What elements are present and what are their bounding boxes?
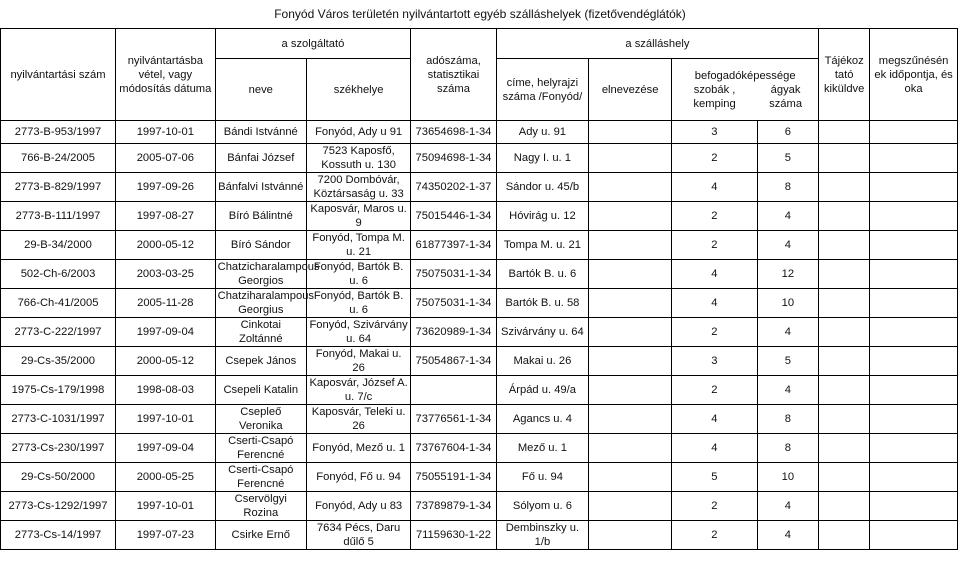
header-megszunes: megszűnésén ek időpontja, és oka — [870, 29, 958, 121]
cell-adoszam: 73776561-1-34 — [411, 405, 496, 434]
cell-nyilv-szam: 2773-C-222/1997 — [1, 318, 116, 347]
cell-datum: 1997-09-04 — [116, 434, 216, 463]
cell-szekhely: Fonyód, Ady u 83 — [306, 492, 410, 521]
cell-szobak: 2 — [672, 492, 757, 521]
cell-szekhely: Fonyód, Ady u 91 — [306, 121, 410, 144]
cell-szobak: 2 — [672, 202, 757, 231]
cell-nyilv-szam: 2773-B-953/1997 — [1, 121, 116, 144]
header-cime: címe, helyrajzi száma /Fonyód/ — [496, 59, 588, 121]
cell-neve: Cservölgyi Rozina — [215, 492, 306, 521]
cell-szekhely: Kaposvár, Maros u. 9 — [306, 202, 410, 231]
cell-cim: Sándor u. 45/b — [496, 173, 588, 202]
cell-elnevezes — [589, 463, 672, 492]
cell-agyak: 8 — [757, 434, 819, 463]
cell-agyak: 4 — [757, 376, 819, 405]
cell-tajekoztato — [819, 463, 870, 492]
cell-nyilv-szam: 29-Cs-50/2000 — [1, 463, 116, 492]
cell-neve: Cinkotai Zoltánné — [215, 318, 306, 347]
cell-tajekoztato — [819, 173, 870, 202]
table-row — [1, 492, 958, 521]
cell-nyilv-szam: 2773-Cs-14/1997 — [1, 521, 116, 550]
cell-tajekoztato — [819, 260, 870, 289]
accommodation-table — [0, 28, 958, 550]
cell-elnevezes — [589, 289, 672, 318]
cell-adoszam: 73767604-1-34 — [411, 434, 496, 463]
cell-neve: Cserti-Csapó Ferencné — [215, 463, 306, 492]
header-neve: neve — [215, 59, 306, 121]
cell-megszunes — [870, 260, 958, 289]
cell-adoszam — [411, 376, 496, 405]
cell-datum: 1997-09-26 — [116, 173, 216, 202]
cell-cim: Agancs u. 4 — [496, 405, 588, 434]
cell-elnevezes — [589, 347, 672, 376]
cell-szekhely: 7200 Dombóvár, Köztársaság u. 33 — [306, 173, 410, 202]
table-row — [1, 376, 958, 405]
cell-datum: 2000-05-25 — [116, 463, 216, 492]
cell-nyilv-szam: 2773-B-111/1997 — [1, 202, 116, 231]
cell-tajekoztato — [819, 289, 870, 318]
cell-elnevezes — [589, 202, 672, 231]
cell-cim: Sólyom u. 6 — [496, 492, 588, 521]
header-befogado-label: befogadóképessége — [694, 69, 796, 82]
cell-elnevezes — [589, 376, 672, 405]
cell-agyak: 4 — [757, 492, 819, 521]
cell-neve: Bíró Sándor — [215, 231, 306, 260]
cell-cim: Dembinszky u. 1/b — [496, 521, 588, 550]
cell-megszunes — [870, 347, 958, 376]
cell-szekhely: Fonyód, Mező u. 1 — [306, 434, 410, 463]
header-szolgaltato: a szolgáltató — [215, 29, 411, 59]
cell-cim: Tompa M. u. 21 — [496, 231, 588, 260]
cell-neve: Csepeli Katalin — [215, 376, 306, 405]
cell-tajekoztato — [819, 144, 870, 173]
cell-adoszam: 73654698-1-34 — [411, 121, 496, 144]
table-row — [1, 289, 958, 318]
cell-nyilv-szam: 766-Ch-41/2005 — [1, 289, 116, 318]
cell-nyilv-szam: 29-Cs-35/2000 — [1, 347, 116, 376]
cell-adoszam: 73620989-1-34 — [411, 318, 496, 347]
cell-datum: 2000-05-12 — [116, 347, 216, 376]
document-title: Fonyód Város területén nyilvántartott egyéb szálláshelyek (fizetővendéglátók) — [274, 7, 686, 21]
cell-adoszam: 75054867-1-34 — [411, 347, 496, 376]
cell-datum: 1997-09-04 — [116, 318, 216, 347]
cell-tajekoztato — [819, 376, 870, 405]
cell-tajekoztato — [819, 434, 870, 463]
cell-agyak: 6 — [757, 121, 819, 144]
cell-cim: Hóvirág u. 12 — [496, 202, 588, 231]
header-nyilv-datum: nyilvántartásba vétel, vagy módosítás dátuma — [116, 29, 216, 121]
cell-neve: Csirke Ernő — [215, 521, 306, 550]
cell-megszunes — [870, 121, 958, 144]
header-befogado-subcols — [674, 83, 816, 111]
cell-datum: 1997-07-23 — [116, 521, 216, 550]
cell-elnevezes — [589, 144, 672, 173]
table-row — [1, 144, 958, 173]
cell-nyilv-szam: 2773-C-1031/1997 — [1, 405, 116, 434]
table-row — [1, 121, 958, 144]
cell-megszunes — [870, 144, 958, 173]
header-nyilv-szam: nyilvántartási szám — [1, 29, 116, 121]
cell-datum: 2005-07-06 — [116, 144, 216, 173]
cell-agyak: 5 — [757, 347, 819, 376]
header-adoszama: adószáma, statisztikai száma — [411, 29, 496, 121]
cell-szekhely: Fonyód, Bartók B. u. 6 — [306, 260, 410, 289]
cell-szobak: 2 — [672, 376, 757, 405]
cell-elnevezes — [589, 405, 672, 434]
table-row — [1, 260, 958, 289]
cell-megszunes — [870, 318, 958, 347]
cell-nyilv-szam: 2773-B-829/1997 — [1, 173, 116, 202]
header-szobak: szobák , kemping — [693, 83, 736, 110]
table-row — [1, 231, 958, 260]
cell-szekhely: 7523 Kaposfő, Kossuth u. 130 — [306, 144, 410, 173]
cell-neve: Bánfai József — [215, 144, 306, 173]
cell-szekhely: Kaposvár, Teleki u. 26 — [306, 405, 410, 434]
cell-neve: Chatziharalampous Georgius — [215, 289, 306, 318]
cell-datum: 2005-11-28 — [116, 289, 216, 318]
cell-tajekoztato — [819, 521, 870, 550]
cell-cim: Mező u. 1 — [496, 434, 588, 463]
cell-szobak: 4 — [672, 260, 757, 289]
table-row — [1, 173, 958, 202]
cell-agyak: 4 — [757, 318, 819, 347]
cell-adoszam: 61877397-1-34 — [411, 231, 496, 260]
cell-agyak: 10 — [757, 463, 819, 492]
cell-neve: Csepleő Veronika — [215, 405, 306, 434]
cell-neve: Cserti-Csapó Ferencné — [215, 434, 306, 463]
cell-nyilv-szam: 766-B-24/2005 — [1, 144, 116, 173]
cell-datum: 1998-08-03 — [116, 376, 216, 405]
cell-agyak: 4 — [757, 231, 819, 260]
cell-adoszam: 75015446-1-34 — [411, 202, 496, 231]
header-tajekoztato: Tájékoz tató kiküldve — [819, 29, 870, 121]
cell-cim: Fő u. 94 — [496, 463, 588, 492]
cell-szekhely: 7634 Pécs, Daru dűlő 5 — [306, 521, 410, 550]
cell-nyilv-szam: 2773-Cs-1292/1997 — [1, 492, 116, 521]
cell-nyilv-szam: 29-B-34/2000 — [1, 231, 116, 260]
cell-megszunes — [870, 492, 958, 521]
cell-elnevezes — [589, 121, 672, 144]
cell-szobak: 2 — [672, 521, 757, 550]
cell-cim: Árpád u. 49/a — [496, 376, 588, 405]
cell-agyak: 5 — [757, 144, 819, 173]
cell-datum: 1997-10-01 — [116, 492, 216, 521]
cell-megszunes — [870, 463, 958, 492]
cell-adoszam: 75055191-1-34 — [411, 463, 496, 492]
cell-adoszam: 75094698-1-34 — [411, 144, 496, 173]
cell-megszunes — [870, 173, 958, 202]
cell-szobak: 3 — [672, 347, 757, 376]
cell-adoszam: 73789879-1-34 — [411, 492, 496, 521]
cell-szobak: 4 — [672, 405, 757, 434]
cell-adoszam: 74350202-1-37 — [411, 173, 496, 202]
cell-szobak: 5 — [672, 463, 757, 492]
cell-nyilv-szam: 2773-Cs-230/1997 — [1, 434, 116, 463]
cell-agyak: 8 — [757, 405, 819, 434]
cell-agyak: 8 — [757, 173, 819, 202]
cell-szobak: 4 — [672, 434, 757, 463]
header-elnevezese: elnevezése — [589, 59, 672, 121]
cell-cim: Makai u. 26 — [496, 347, 588, 376]
cell-datum: 2003-03-25 — [116, 260, 216, 289]
cell-tajekoztato — [819, 318, 870, 347]
cell-szobak: 4 — [672, 173, 757, 202]
cell-szobak: 2 — [672, 231, 757, 260]
cell-nyilv-szam: 1975-Cs-179/1998 — [1, 376, 116, 405]
cell-szekhely: Fonyód, Tompa M. u. 21 — [306, 231, 410, 260]
table-row — [1, 405, 958, 434]
cell-agyak: 10 — [757, 289, 819, 318]
cell-megszunes — [870, 231, 958, 260]
cell-datum: 2000-05-12 — [116, 231, 216, 260]
cell-adoszam: 71159630-1-22 — [411, 521, 496, 550]
cell-megszunes — [870, 289, 958, 318]
cell-szobak: 3 — [672, 121, 757, 144]
cell-tajekoztato — [819, 202, 870, 231]
cell-neve: Bánfalvi Istvánné — [215, 173, 306, 202]
table-row — [1, 318, 958, 347]
cell-elnevezes — [589, 492, 672, 521]
cell-megszunes — [870, 434, 958, 463]
table-row — [1, 202, 958, 231]
cell-datum: 1997-08-27 — [116, 202, 216, 231]
header-befogado — [672, 59, 819, 121]
cell-agyak: 12 — [757, 260, 819, 289]
table-body — [1, 121, 958, 550]
cell-elnevezes — [589, 231, 672, 260]
cell-szobak: 2 — [672, 144, 757, 173]
header-szallashely: a szálláshely — [496, 29, 819, 59]
cell-szekhely: Fonyód, Bartók B. u. 6 — [306, 289, 410, 318]
cell-megszunes — [870, 376, 958, 405]
cell-elnevezes — [589, 318, 672, 347]
header-szekhelye: székhelye — [306, 59, 410, 121]
cell-szobak: 4 — [672, 289, 757, 318]
cell-megszunes — [870, 405, 958, 434]
cell-cim: Nagy I. u. 1 — [496, 144, 588, 173]
cell-adoszam: 75075031-1-34 — [411, 289, 496, 318]
cell-agyak: 4 — [757, 521, 819, 550]
cell-szekhely: Fonyód, Fő u. 94 — [306, 463, 410, 492]
cell-elnevezes — [589, 434, 672, 463]
cell-szekhely: Kaposvár, József A. u. 7/c — [306, 376, 410, 405]
cell-neve: Bándi Istvánné — [215, 121, 306, 144]
cell-tajekoztato — [819, 231, 870, 260]
cell-adoszam: 75075031-1-34 — [411, 260, 496, 289]
cell-elnevezes — [589, 260, 672, 289]
cell-agyak: 4 — [757, 202, 819, 231]
cell-datum: 1997-10-01 — [116, 121, 216, 144]
cell-cim: Bartók B. u. 58 — [496, 289, 588, 318]
cell-tajekoztato — [819, 121, 870, 144]
cell-elnevezes — [589, 521, 672, 550]
cell-tajekoztato — [819, 405, 870, 434]
header-agyak: ágyak száma — [769, 83, 803, 110]
table-row — [1, 347, 958, 376]
cell-tajekoztato — [819, 492, 870, 521]
cell-neve: Bíró Bálintné — [215, 202, 306, 231]
cell-neve: Csepek János — [215, 347, 306, 376]
cell-datum: 1997-10-01 — [116, 405, 216, 434]
cell-elnevezes — [589, 173, 672, 202]
cell-megszunes — [870, 521, 958, 550]
cell-neve: Chatzicharalampous Georgios — [215, 260, 306, 289]
cell-tajekoztato — [819, 347, 870, 376]
table-row — [1, 434, 958, 463]
table-row — [1, 521, 958, 550]
cell-megszunes — [870, 202, 958, 231]
cell-nyilv-szam: 502-Ch-6/2003 — [1, 260, 116, 289]
cell-cim: Ady u. 91 — [496, 121, 588, 144]
cell-szekhely: Fonyód, Makai u. 26 — [306, 347, 410, 376]
cell-szobak: 2 — [672, 318, 757, 347]
cell-cim: Bartók B. u. 6 — [496, 260, 588, 289]
cell-cim: Szivárvány u. 64 — [496, 318, 588, 347]
table-row — [1, 463, 958, 492]
cell-szekhely: Fonyód, Szivárvány u. 64 — [306, 318, 410, 347]
